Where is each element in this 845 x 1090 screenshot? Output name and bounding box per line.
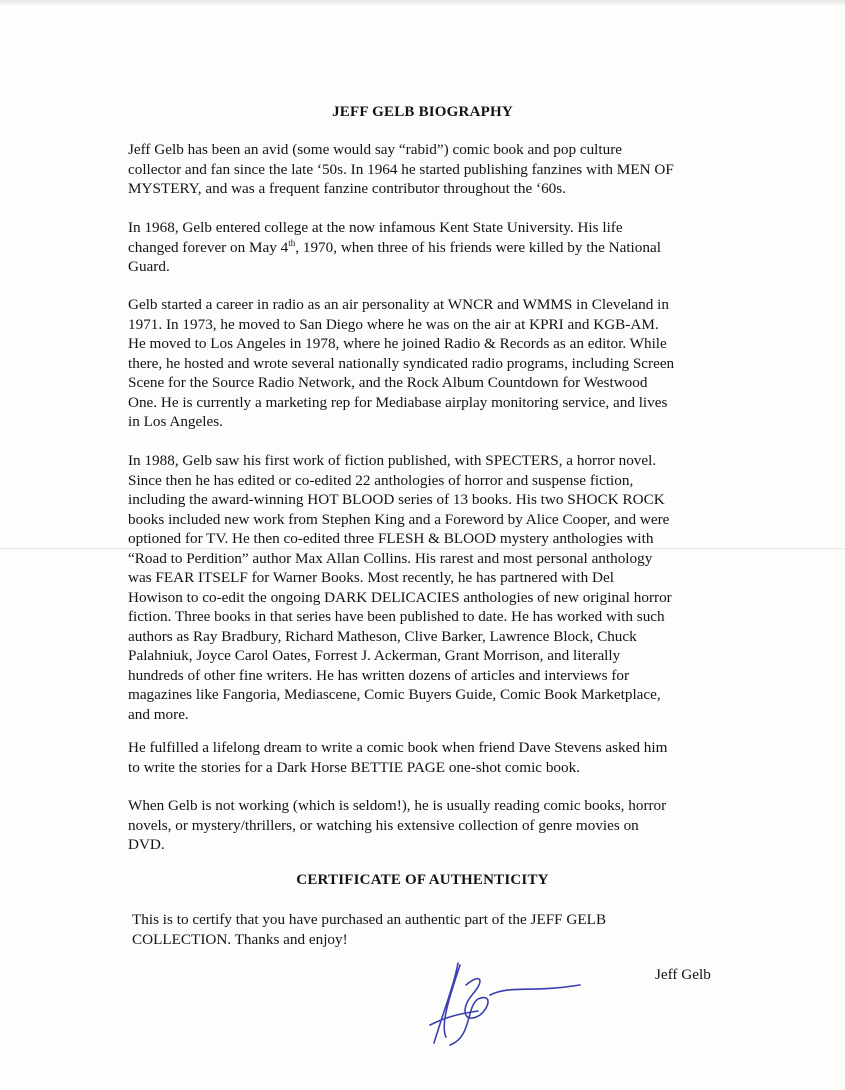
page-title: JEFF GELB BIOGRAPHY <box>332 104 513 120</box>
ordinal-suffix: th <box>288 237 296 248</box>
handwritten-signature <box>420 955 590 1050</box>
text-line: When Gelb is not working (which is seldom!), he is usually reading comic books, horror <box>128 797 667 814</box>
text-line: in Los Angeles. <box>128 413 223 430</box>
text-line: 1971. In 1973, he moved to San Diego where he was on the air at KPRI and KGB-AM. <box>128 315 659 333</box>
text-line: was FEAR ITSELF for Warner Books. Most recently, he has partnered with Del <box>128 569 614 586</box>
paragraph-fiction-career <box>128 451 738 724</box>
text-line <box>128 238 738 258</box>
signer-name: Jeff Gelb <box>655 966 711 983</box>
text-line: This is to certify that you have purchased an authentic part of the JEFF GELB <box>132 911 607 928</box>
text-line: optioned for TV. He then co-edited three FLESH & BLOOD mystery anthologies with <box>128 530 654 547</box>
text-line: and more. <box>128 705 189 723</box>
scan-top-edge <box>0 0 845 6</box>
text-line: hundreds of other fine writers. He has written dozens of articles and interviews for <box>128 666 630 684</box>
text-line: Guard. <box>128 258 170 275</box>
certificate-title: CERTIFICATE OF AUTHENTICITY <box>296 872 549 888</box>
text-line: He fulfilled a lifelong dream to write a comic book when friend Dave Stevens asked him <box>128 739 668 756</box>
text-line: Scene for the Source Radio Network, and the Rock Album Countdown for Westwood <box>128 374 648 391</box>
text-line: In 1988, Gelb saw his first work of fiction published, with SPECTERS, a horror novel. <box>128 452 657 469</box>
text-line: collector and fan since the late ‘50s. In 1964 he started publishing fanzines with MEN OF <box>128 160 674 178</box>
text-line: including the award-winning HOT BLOOD series of 13 books. His two SHOCK ROCK <box>128 491 665 508</box>
text-line: fiction. Three books in that series have been published to date. He has worked with such <box>128 608 665 625</box>
text-segment: changed forever on May 4 <box>128 238 289 256</box>
text-line: “Road to Perdition” author Max Allan Collins. His rarest and most personal anthology <box>128 549 653 567</box>
text-line: COLLECTION. Thanks and enjoy! <box>132 930 348 948</box>
paragraph-intro <box>128 140 738 199</box>
paragraph-comic-book <box>128 738 738 777</box>
text-line: Jeff Gelb has been an avid (some would say “rabid”) comic book and pop culture <box>128 141 623 158</box>
text-line: books included new work from Stephen King and a Foreword by Alice Cooper, and were <box>128 510 670 528</box>
text-line: Since then he has edited or co-edited 22 anthologies of horror and suspense fiction, <box>128 471 634 489</box>
text-line: In 1968, Gelb entered college at the now infamous Kent State University. His life <box>128 219 623 236</box>
paragraph-kent-state <box>128 218 738 277</box>
paragraph-radio-career <box>128 295 738 432</box>
text-line: One. He is currently a marketing rep for Mediabase airplay monitoring service, and lives <box>128 393 668 411</box>
text-line: to write the stories for a Dark Horse BETTIE PAGE one-shot comic book. <box>128 758 581 776</box>
text-line: DVD. <box>128 836 165 853</box>
text-line: He moved to Los Angeles in 1978, where he joined Radio & Records as an editor. While <box>128 335 667 352</box>
text-segment: , 1970, when three of his friends were killed by the National <box>295 238 661 256</box>
text-line: novels, or mystery/thrillers, or watching his extensive collection of genre movies on <box>128 816 639 834</box>
paragraph-hobbies <box>128 796 738 855</box>
text-line: Gelb started a career in radio as an air personality at WNCR and WMMS in Cleveland in <box>128 296 669 313</box>
text-line: there, he hosted and wrote several nationally syndicated radio programs, including Screen <box>128 354 675 372</box>
text-line: Howison to co-edit the ongoing DARK DELICACIES anthologies of new original horror <box>128 588 672 606</box>
text-line: MYSTERY, and was a frequent fanzine contributor throughout the ‘60s. <box>128 180 566 197</box>
text-line: magazines like Fangoria, Mediascene, Comic Buyers Guide, Comic Book Marketplace, <box>128 686 661 703</box>
certificate-text <box>132 910 742 949</box>
text-line: Palahniuk, Joyce Carol Oates, Forrest J. Ackerman, Grant Morrison, and literally <box>128 647 621 664</box>
signature-strokes <box>430 963 580 1045</box>
text-line: authors as Ray Bradbury, Richard Matheson, Clive Barker, Lawrence Block, Chuck <box>128 627 637 645</box>
